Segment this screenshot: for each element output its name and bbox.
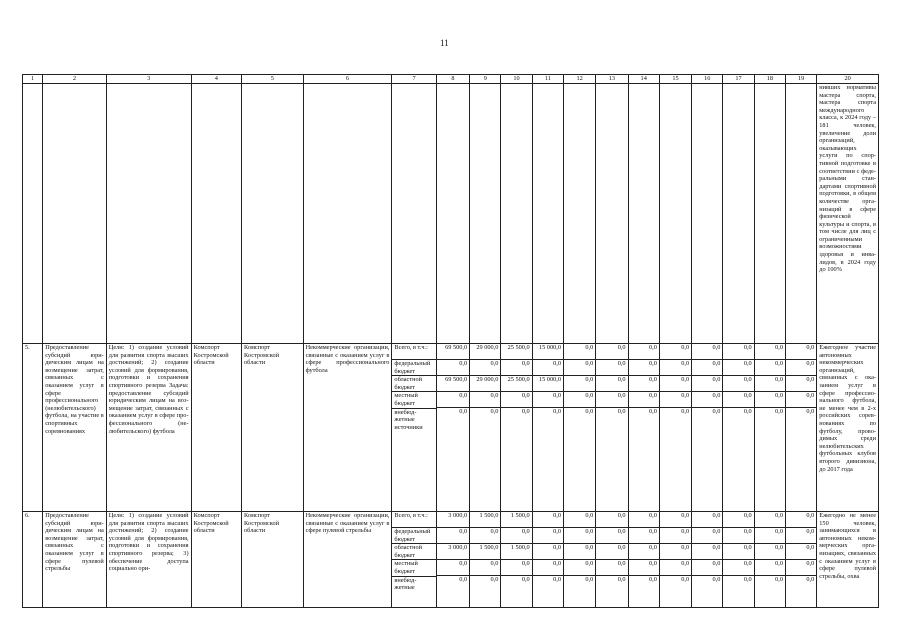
expected-result: Ежегодное участие автономных некоммерческих организаций, связанных с оказанием услуг в сфере профессионального футбола, не менее чем в 2-х российских соревнованиях по футболу, проводимых среди нелюбительских футбольных клубов второго дивизиона, до 2017 года [817, 344, 879, 512]
funding-value: 0,0 [553, 408, 561, 415]
funding-value: 0,0 [521, 408, 530, 415]
funding-value: 0,0 [692, 512, 722, 528]
funding-value: 0,0 [470, 392, 500, 408]
funding-source-label: внебюджетные [394, 576, 417, 592]
funding-value: 0,0 [533, 560, 563, 576]
funding-value: 0,0 [755, 512, 785, 528]
funding-sources [392, 344, 436, 512]
value-column-10 [501, 512, 532, 608]
goals-tasks: Цели: 1) создание условий для развития спорта высших достижений; 2) создание условий для формирования, подготовки и сохранения спортивного резерва; 3) обеспечение доступа социально ори- [106, 512, 191, 608]
value-column-13 [596, 344, 628, 512]
funding-value: 0,0 [596, 360, 627, 376]
table-row [23, 344, 879, 512]
funding-value: 0,0 [596, 560, 627, 576]
value-column-8 [436, 512, 469, 608]
continuation-row [23, 84, 879, 344]
funding-value: 0,0 [692, 344, 722, 360]
funding-value: 0,0 [712, 576, 721, 583]
funding-value: 0,0 [806, 408, 815, 415]
recipients: Некоммерческие организации, связанные с оказанием услуг в сфере пулевой стрельбы [303, 512, 392, 608]
column-number-14: 14 [628, 75, 659, 84]
funding-value: 0,0 [660, 360, 691, 376]
value-column-10 [501, 344, 532, 512]
funding-value: 0,0 [786, 392, 816, 408]
column-number-15: 15 [659, 75, 691, 84]
funding-value: 0,0 [660, 392, 691, 408]
funding-value: 0,0 [723, 560, 753, 576]
funding-value: 0,0 [501, 560, 531, 576]
column-number-4: 4 [191, 75, 241, 84]
funding-value: 0,0 [660, 512, 691, 528]
funding-value: 0,0 [501, 528, 531, 544]
funding-value: 0,0 [564, 392, 595, 408]
funding-value: 0,0 [681, 408, 690, 415]
funding-value: 1 500,0 [470, 512, 500, 528]
column-number-20: 20 [817, 75, 879, 84]
funding-value: 0,0 [533, 544, 563, 560]
funding-value: 25 500,0 [501, 376, 531, 392]
funding-value: 0,0 [692, 360, 722, 376]
funding-value: 0,0 [437, 528, 469, 544]
funding-value: 0,0 [521, 576, 530, 583]
value-column-18 [754, 512, 785, 608]
column-number-1: 1 [23, 75, 43, 84]
value-column-15 [659, 344, 691, 512]
value-column-17 [723, 512, 754, 608]
column-number-6: 6 [303, 75, 392, 84]
funding-value: 0,0 [564, 512, 595, 528]
funding-source-label: местный бюджет [392, 392, 435, 408]
funding-value: 0,0 [459, 408, 468, 415]
value-column-14 [628, 344, 659, 512]
column-number-13: 13 [596, 75, 628, 84]
value-column-16 [692, 344, 723, 512]
measure-name: Предоставление субсидий юридическим лицам на возмещение затрат, связанных с оказанием услуг в сфере пулевой стрельбы [43, 512, 107, 608]
funding-value: 0,0 [660, 528, 691, 544]
funding-value: 0,0 [786, 376, 816, 392]
funding-value: 0,0 [553, 576, 561, 583]
funding-value: 0,0 [617, 576, 626, 583]
funding-value: 0,0 [786, 528, 816, 544]
funding-value: 0,0 [470, 528, 500, 544]
value-column-15 [659, 512, 691, 608]
funding-value: 3 000,0 [437, 544, 469, 560]
funding-value: 0,0 [786, 344, 816, 360]
funding-source-label: областной бюджет [392, 376, 435, 392]
funding-source-label: федеральный бюджет [392, 528, 435, 544]
funding-value: 0,0 [692, 376, 722, 392]
value-column-16 [692, 512, 723, 608]
funding-value: 0,0 [629, 392, 659, 408]
funding-value: 1 500,0 [501, 512, 531, 528]
funding-value: 0,0 [723, 360, 753, 376]
funding-value: 0,0 [564, 560, 595, 576]
funding-value: 0,0 [723, 512, 753, 528]
row-number: 5. [23, 344, 43, 512]
funding-value: 0,0 [743, 576, 752, 583]
funding-value: 0,0 [775, 576, 783, 583]
value-column-12 [563, 344, 595, 512]
funding-value: 0,0 [723, 344, 753, 360]
funding-value: 0,0 [437, 360, 469, 376]
column-number-16: 16 [692, 75, 723, 84]
funding-value: 0,0 [723, 392, 753, 408]
funding-value: 0,0 [755, 376, 785, 392]
funding-value: 0,0 [596, 392, 627, 408]
measure-name: Предоставление субсидий юридическим лицам на возмещение затрат, связанных с оказанием услуг в сфере профессионального (нелюбительского) футбола, на участие в спортивных соревнованиях [43, 344, 107, 512]
funding-source-label: Всего, в т.ч.: [392, 344, 435, 360]
funding-value: 0,0 [470, 360, 500, 376]
funding-value: 0,0 [596, 544, 627, 560]
value-column-14 [628, 512, 659, 608]
funding-source-label: внебюджетные источники [394, 408, 423, 431]
value-column-19 [785, 512, 816, 608]
funding-value: 0,0 [596, 528, 627, 544]
funding-source-label: областной бюджет [392, 544, 435, 560]
value-column-12 [563, 512, 595, 608]
table-row [23, 512, 879, 608]
funding-source-label: Всего, в т.ч.: [392, 512, 435, 528]
value-column-13 [596, 512, 628, 608]
funding-value: 0,0 [692, 560, 722, 576]
funding-source-label: федеральный бюджет [392, 360, 435, 376]
funding-source-label: местный бюджет [392, 560, 435, 576]
funding-value: 0,0 [786, 512, 816, 528]
funding-value: 0,0 [564, 376, 595, 392]
funding-value: 0,0 [533, 360, 563, 376]
funding-value: 15 000,0 [533, 344, 563, 360]
funding-value: 0,0 [533, 512, 563, 528]
funding-value: 0,0 [681, 576, 690, 583]
value-column-11 [532, 344, 563, 512]
funding-value: 0,0 [786, 360, 816, 376]
funding-value: 0,0 [533, 528, 563, 544]
funding-value: 0,0 [786, 560, 816, 576]
funding-value: 69 500,0 [437, 376, 469, 392]
funding-value: 0,0 [723, 376, 753, 392]
coexecutor: Комспорт Костромской области [242, 512, 304, 608]
funding-value: 0,0 [629, 360, 659, 376]
funding-value: 0,0 [660, 376, 691, 392]
column-number-2: 2 [43, 75, 107, 84]
funding-value: 0,0 [437, 560, 469, 576]
funding-value: 0,0 [533, 392, 563, 408]
funding-value: 0,0 [692, 528, 722, 544]
value-column-9 [470, 344, 501, 512]
row-number: 6. [23, 512, 43, 608]
page-number: 11 [440, 38, 449, 48]
funding-value: 0,0 [712, 408, 721, 415]
funding-value: 0,0 [459, 576, 468, 583]
funding-value: 0,0 [692, 544, 722, 560]
funding-value: 0,0 [596, 512, 627, 528]
funding-value: 0,0 [786, 544, 816, 560]
funding-value: 0,0 [629, 376, 659, 392]
funding-value: 69 500,0 [437, 344, 469, 360]
funding-value: 0,0 [755, 392, 785, 408]
funding-value: 0,0 [564, 344, 595, 360]
funding-value: 0,0 [470, 560, 500, 576]
funding-value: 0,0 [648, 408, 657, 415]
funding-value: 0,0 [629, 512, 659, 528]
funding-value: 0,0 [660, 560, 691, 576]
funding-value: 29 000,0 [470, 344, 500, 360]
funding-value: 0,0 [617, 408, 626, 415]
funding-value: 0,0 [692, 392, 722, 408]
column-number-17: 17 [723, 75, 754, 84]
funding-value: 0,0 [596, 376, 627, 392]
column-number-10: 10 [501, 75, 532, 84]
funding-value: 0,0 [660, 544, 691, 560]
recipients: Некоммерческие организации, связанные с оказанием услуг в сфере профессионального футбола [303, 344, 392, 512]
funding-value: 0,0 [629, 544, 659, 560]
funding-value: 0,0 [723, 544, 753, 560]
funding-value: 0,0 [629, 344, 659, 360]
funding-value: 0,0 [743, 408, 752, 415]
responsible-executor: Комспорт Костромской области [191, 512, 241, 608]
funding-value: 1 500,0 [501, 544, 531, 560]
continuation-result-text: нивших нормативы мастера спорта, мастера спорта международного класса, к 2024 году – 181 человек, увеличение доли организаций, оказывающих услуги по спортивной подготовке в соответствии с федеральными стандартами спортивной подготовки, в общем количестве организаций в сфере физической культуры и спорта, в том числе для лиц с ограниченными возможностями здоровья и инвалидов, в 2024 году до 100% [817, 84, 879, 344]
funding-value: 0,0 [501, 360, 531, 376]
funding-value: 0,0 [648, 576, 657, 583]
funding-value: 15 000,0 [533, 376, 563, 392]
value-column-8 [436, 344, 469, 512]
program-table [22, 74, 879, 608]
funding-value: 0,0 [490, 576, 499, 583]
funding-value: 0,0 [585, 408, 594, 415]
funding-value: 0,0 [775, 408, 783, 415]
funding-value: 0,0 [564, 544, 595, 560]
value-column-17 [723, 344, 754, 512]
funding-value: 0,0 [501, 392, 531, 408]
funding-value: 0,0 [596, 344, 627, 360]
value-column-18 [754, 344, 785, 512]
funding-value: 0,0 [755, 544, 785, 560]
column-number-18: 18 [754, 75, 785, 84]
funding-value: 3 000,0 [437, 512, 469, 528]
column-number-3: 3 [106, 75, 191, 84]
column-number-12: 12 [563, 75, 595, 84]
funding-value: 25 500,0 [501, 344, 531, 360]
goals-tasks: Цели: 1) создание условий для развития спорта высших достижений; 2) создание условий для формирования, подготовки и сохранения спортивного резерва Задача: предоставление субсидий юридическим лицам на возмещение затрат, связанных с оказанием услуг в сфере профессионального (нелюбительского) футбола [106, 344, 191, 512]
funding-value: 29 000,0 [470, 376, 500, 392]
funding-value: 0,0 [585, 576, 594, 583]
funding-value: 0,0 [490, 408, 499, 415]
funding-value: 0,0 [629, 560, 659, 576]
funding-value: 0,0 [755, 344, 785, 360]
funding-value: 0,0 [755, 528, 785, 544]
column-number-7: 7 [392, 75, 436, 84]
coexecutor: Комспорт Костромской области [242, 344, 304, 512]
funding-value: 0,0 [723, 528, 753, 544]
column-number-row [23, 75, 879, 84]
responsible-executor: Комспорт Костромской области [191, 344, 241, 512]
column-number-11: 11 [532, 75, 563, 84]
column-number-8: 8 [436, 75, 469, 84]
expected-result: Ежегодно не менее 150 человек, занимающихся в автономных некоммерческих организациях, связанных с оказанием услуг в сфере пулевой стрельбы, охва [817, 512, 879, 608]
column-number-5: 5 [242, 75, 304, 84]
column-number-9: 9 [470, 75, 501, 84]
value-column-9 [470, 512, 501, 608]
funding-value: 0,0 [629, 528, 659, 544]
value-column-19 [785, 344, 816, 512]
funding-value: 0,0 [755, 560, 785, 576]
funding-value: 0,0 [564, 360, 595, 376]
value-column-11 [532, 512, 563, 608]
funding-value: 1 500,0 [470, 544, 500, 560]
funding-sources [392, 512, 436, 608]
funding-value: 0,0 [660, 344, 691, 360]
column-number-19: 19 [785, 75, 816, 84]
funding-value: 0,0 [755, 360, 785, 376]
funding-value: 0,0 [806, 576, 815, 583]
funding-value: 0,0 [564, 528, 595, 544]
funding-value: 0,0 [437, 392, 469, 408]
